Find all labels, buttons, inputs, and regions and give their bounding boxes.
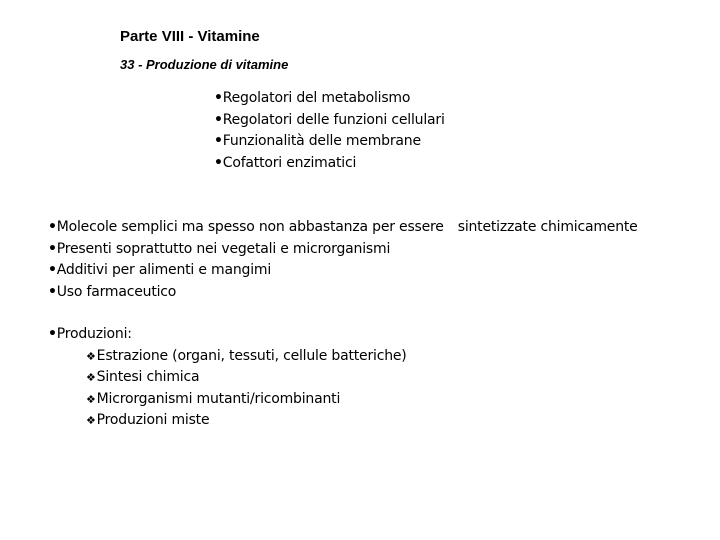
production-section <box>48 324 407 432</box>
bullet-icon: • <box>214 111 223 128</box>
list-item: •Funzionalità delle membrane <box>214 133 421 149</box>
diamond-bullet-icon: ❖ <box>86 349 96 363</box>
slide-subtitle: 33 - Produzione di vitamine <box>120 57 289 72</box>
vitamin-roles-list <box>214 88 445 174</box>
list-item: •Regolatori del metabolismo <box>214 90 411 106</box>
bullet-icon: • <box>48 283 57 300</box>
bullet-icon: • <box>48 240 57 257</box>
list-item: •Regolatori delle funzioni cellulari <box>214 111 445 128</box>
list-item: •Molecole semplici ma spesso non abbastanza per essere sintetizzate chimicamente <box>48 219 638 235</box>
list-item: •Presenti soprattutto nei vegetali e microrganismi <box>48 240 391 257</box>
slide-title: Parte VIII - Vitamine <box>120 28 260 45</box>
bullet-icon: • <box>48 262 57 278</box>
diamond-bullet-icon: ❖ <box>86 392 96 406</box>
bullet-icon: • <box>214 133 223 149</box>
bullet-icon: • <box>214 90 223 106</box>
list-item: •Uso farmaceutico <box>48 283 177 300</box>
diamond-bullet-icon: ❖ <box>86 371 96 384</box>
vitamin-properties-list <box>48 217 638 303</box>
list-item: ❖Sintesi chimica <box>86 369 200 385</box>
list-item: ❖Estrazione (organi, tessuti, cellule batteriche) <box>86 347 407 364</box>
production-heading: •Produzioni: <box>48 326 132 342</box>
bullet-icon: • <box>48 326 57 342</box>
list-item: •Cofattori enzimatici <box>214 154 357 171</box>
list-item: ❖Produzioni miste <box>86 412 210 428</box>
bullet-icon: • <box>48 219 57 235</box>
bullet-icon: • <box>214 154 223 171</box>
list-item: ❖Microrganismi mutanti/ricombinanti <box>86 390 341 407</box>
list-item: •Additivi per alimenti e mangimi <box>48 262 272 278</box>
diamond-bullet-icon: ❖ <box>86 414 96 427</box>
